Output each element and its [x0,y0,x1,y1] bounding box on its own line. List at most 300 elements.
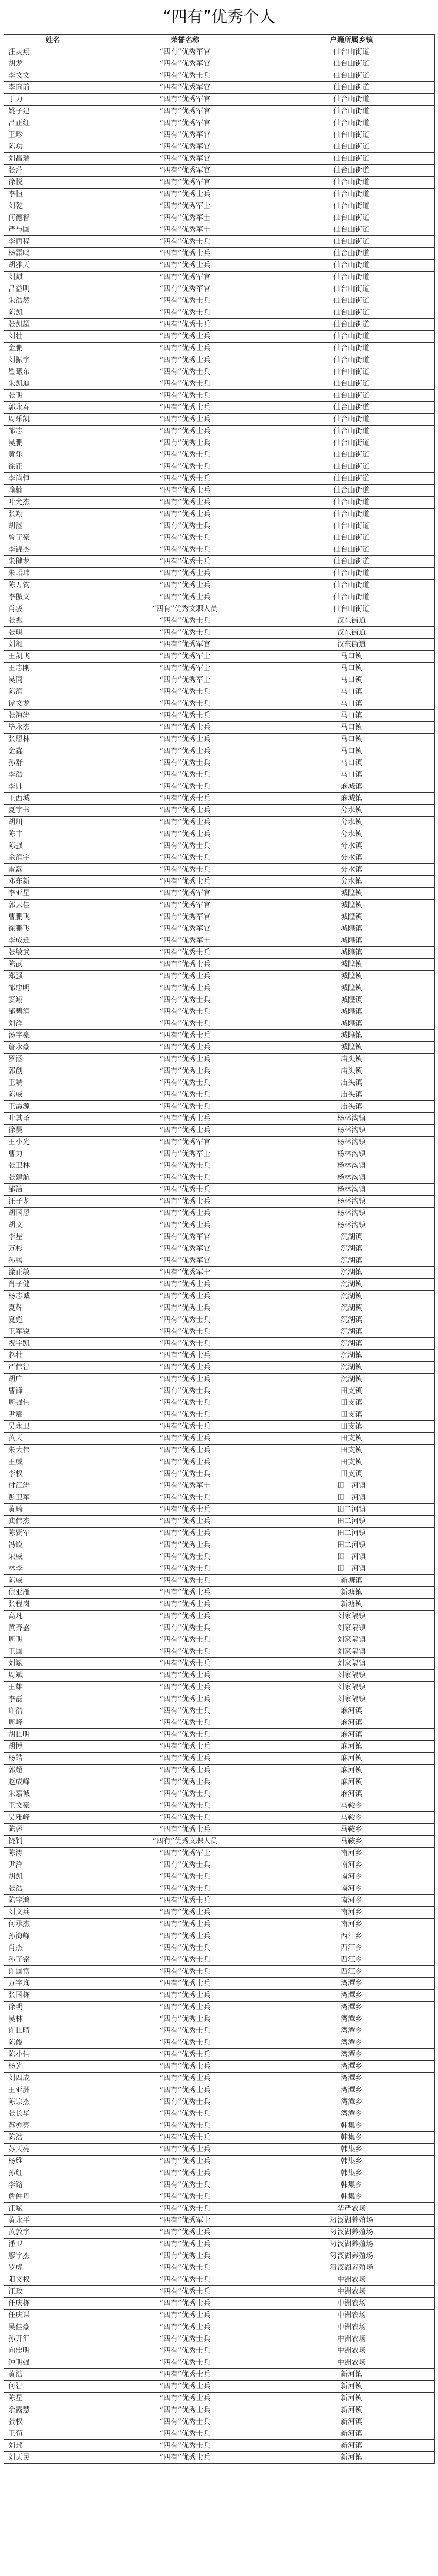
person-name: 刘壮 [4,331,102,343]
table-row [4,2357,435,2369]
person-name: 林李 [4,1563,102,1575]
person-name: 郭云佳 [4,900,102,911]
person-name: 吴鹏 [4,437,102,449]
township: 刘家隔镇 [268,1611,435,1622]
person-name: 陈彪 [4,1824,102,1836]
table-row [4,1030,435,1042]
person-name: 严与国 [4,224,102,236]
person-name: 朱昭玮 [4,568,102,580]
township: 马鞍乡 [268,1836,435,1848]
township: 杨林沟镇 [268,1113,435,1125]
table-row [4,2096,435,2108]
township: 沉湖镇 [268,1279,435,1291]
person-name: 吴同 [4,674,102,686]
township: 杨林沟镇 [268,1219,435,1231]
honor-title: “四有”优秀士兵 [102,840,268,852]
table-row [4,1919,435,1930]
person-name: 杨雷鸣 [4,248,102,260]
township: 韩集乡 [268,2191,435,2203]
township: 城隍镇 [268,971,435,982]
township: 仙台山街道 [268,177,435,189]
honor-title: “四有”优秀士兵 [102,414,268,426]
honor-title: “四有”优秀士兵 [102,1966,268,1978]
table-row [4,1776,435,1788]
person-name: 涂正敏 [4,1267,102,1279]
township: 南河乡 [268,1907,435,1919]
table-row [4,1065,435,1077]
township: 西江乡 [268,1930,435,1942]
table-row [4,2084,435,2096]
honor-title: “四有”优秀士兵 [102,568,268,580]
honor-title: “四有”优秀军官 [102,1255,268,1267]
township: 庙头镇 [268,1054,435,1065]
table-row [4,2452,435,2464]
township: 沉湖镇 [268,1243,435,1255]
township: 田二河镇 [268,1492,435,1504]
table-row [4,1930,435,1942]
table-row [4,1243,435,1255]
honor-title: “四有”优秀士兵 [102,615,268,627]
township: 南河乡 [268,1871,435,1883]
table-row [4,1753,435,1765]
table-row [4,1705,435,1717]
honor-title: “四有”优秀士兵 [102,769,268,781]
table-row [4,1480,435,1492]
township: 沉湖镇 [268,1291,435,1302]
person-name: 李磊 [4,1693,102,1705]
township: 中洲农场 [268,2357,435,2369]
honor-title: “四有”优秀士兵 [102,1433,268,1445]
honor-title: “四有”优秀士兵 [102,1054,268,1065]
table-row [4,947,435,959]
honor-title: “四有”优秀军士 [102,200,268,212]
honor-title: “四有”优秀士兵 [102,2120,268,2132]
table-row [4,343,435,354]
township: 仙台山街道 [268,212,435,224]
honor-title: “四有”优秀士兵 [102,532,268,544]
table-row [4,2215,435,2227]
honor-title: “四有”优秀军官 [102,900,268,911]
honor-title: “四有”优秀士兵 [102,1362,268,1374]
person-name: 刘乾 [4,200,102,212]
township: 田二河镇 [268,1551,435,1563]
table-row [4,793,435,805]
township: 马口镇 [268,686,435,698]
honor-title: “四有”优秀军官 [102,283,268,295]
township: 马口镇 [268,674,435,686]
person-name: 王志刚 [4,663,102,674]
table-row [4,449,435,461]
honor-title: “四有”优秀士兵 [102,1788,268,1800]
honor-title: “四有”优秀士兵 [102,1646,268,1658]
person-name: 胡龙 [4,58,102,70]
honor-title: “四有”优秀士兵 [102,449,268,461]
honor-title: “四有”优秀士兵 [102,2440,268,2452]
person-name: 陈润 [4,686,102,698]
township: 湾潭乡 [268,2049,435,2061]
table-row [4,2013,435,2025]
person-name: 张翔 [4,509,102,520]
table-row [4,1267,435,1279]
township: 中洲农场 [268,2333,435,2345]
township: 仙台山街道 [268,437,435,449]
table-row [4,1397,435,1409]
person-name: 黄齐盛 [4,1622,102,1634]
person-name: 毕永杰 [4,722,102,734]
honor-title: “四有”优秀军官 [102,106,268,117]
person-name: 杨光 [4,2061,102,2073]
honor-title: “四有”优秀士兵 [102,1374,268,1385]
township: 新河镇 [268,2416,435,2428]
honor-title: “四有”优秀军官 [102,58,268,70]
table-row [4,497,435,509]
honor-title: “四有”优秀士兵 [102,295,268,307]
honor-title: “四有”优秀军士 [102,1148,268,1160]
table-row [4,1729,435,1741]
table-row [4,1385,435,1397]
township: 仙台山街道 [268,319,435,331]
honor-title: “四有”优秀士兵 [102,70,268,82]
table-row [4,141,435,153]
person-name: 余润宇 [4,852,102,864]
table-row [4,722,435,734]
person-name: 谭文龙 [4,698,102,710]
table-row [4,366,435,378]
township: 杨林沟镇 [268,1196,435,1208]
township: 城隍镇 [268,1042,435,1054]
person-name: 肖子健 [4,1279,102,1291]
honor-title: “四有”优秀士兵 [102,876,268,888]
honor-title: “四有”优秀士兵 [102,1089,268,1101]
person-name: 邓东新 [4,876,102,888]
honor-title: “四有”优秀士兵 [102,1065,268,1077]
honor-title: “四有”优秀士兵 [102,686,268,698]
table-row [4,2227,435,2239]
township: 湾潭乡 [268,2061,435,2073]
township: 新塘镇 [268,1587,435,1599]
township: 湾潭乡 [268,1978,435,1990]
honor-title: “四有”优秀军士 [102,212,268,224]
person-name: 夏宇书 [4,805,102,817]
honor-title: “四有”优秀士兵 [102,2049,268,2061]
person-name: 周明 [4,1634,102,1646]
township: 仙台山街道 [268,94,435,106]
township: 新河镇 [268,2404,435,2416]
honor-title: “四有”优秀士兵 [102,1421,268,1433]
table-row [4,46,435,58]
honor-title: “四有”优秀军官 [102,94,268,106]
honor-title: “四有”优秀士兵 [102,2357,268,2369]
honor-title: “四有”优秀士兵 [102,722,268,734]
honor-title: “四有”优秀士兵 [102,485,268,497]
honor-title: “四有”优秀士兵 [102,757,268,769]
honor-title: “四有”优秀士兵 [102,994,268,1006]
table-row [4,580,435,591]
person-name: 詹仲丹 [4,2191,102,2203]
township: 仙台山街道 [268,307,435,319]
table-row [4,828,435,840]
person-name: 吴佳豪 [4,2321,102,2333]
table-row [4,2250,435,2262]
honor-title: “四有”优秀士兵 [102,1279,268,1291]
table-row [4,236,435,248]
township: 仙台山街道 [268,165,435,177]
table-row [4,1326,435,1338]
honor-title: “四有”优秀士兵 [102,2286,268,2298]
honor-title: “四有”优秀士兵 [102,2321,268,2333]
honor-title: “四有”优秀士兵 [102,1018,268,1030]
table-row [4,2179,435,2191]
township: 田二河镇 [268,1516,435,1528]
table-row [4,1942,435,1954]
honor-title: “四有”优秀士兵 [102,189,268,200]
township: 仙台山街道 [268,544,435,556]
honor-title: “四有”优秀士兵 [102,1528,268,1539]
honor-title: “四有”优秀士兵 [102,331,268,343]
person-name: 孙舒 [4,757,102,769]
person-name: 邹碧润 [4,1006,102,1018]
table-body [4,46,435,2464]
person-name: 钟明强 [4,2357,102,2369]
township: 沉湖镇 [268,1350,435,1362]
honor-title: “四有”优秀士兵 [102,2298,268,2310]
township: 田二河镇 [268,1539,435,1551]
township: 中洲农场 [268,2310,435,2321]
person-name: 杨维 [4,2156,102,2167]
person-name: 夏彪 [4,1314,102,1326]
township: 沉湖镇 [268,1374,435,1385]
township: 南河乡 [268,1883,435,1895]
table-row [4,2262,435,2274]
table-row [4,686,435,698]
honor-title: “四有”优秀士兵 [102,2333,268,2345]
township: 中洲农场 [268,2274,435,2286]
honor-title: “四有”优秀士兵 [102,520,268,532]
township: 分水镇 [268,828,435,840]
person-name: 苏天亮 [4,2144,102,2156]
person-name: 胡国恩 [4,1208,102,1219]
table-row [4,1717,435,1729]
township: 城隍镇 [268,994,435,1006]
township: 中洲农场 [268,2321,435,2333]
table-row [4,1954,435,1966]
table-row [4,745,435,757]
person-name: 张琪 [4,627,102,639]
table-row [4,1563,435,1575]
honor-title: “四有”优秀文职人员 [102,603,268,615]
person-name: 朱健龙 [4,556,102,568]
table-row [4,1670,435,1682]
person-name: 刘洋 [4,1018,102,1030]
person-name: 陈贤军 [4,1528,102,1539]
table-row [4,58,435,70]
table-row [4,485,435,497]
honor-title: “四有”优秀军官 [102,911,268,923]
person-name: 吕正红 [4,117,102,129]
township: 杨林沟镇 [268,1160,435,1172]
table-row [4,2239,435,2250]
table-row [4,757,435,769]
township: 西江乡 [268,1942,435,1954]
person-name: 王亚洲 [4,2084,102,2096]
table-row [4,1054,435,1065]
table-row [4,1883,435,1895]
table-row [4,556,435,568]
township: 仙台山街道 [268,260,435,272]
table-row [4,1125,435,1137]
honor-title: “四有”优秀士兵 [102,1682,268,1693]
table-row [4,710,435,722]
table-row [4,2156,435,2167]
person-name: 朱凯迪 [4,378,102,390]
person-name: 王西城 [4,793,102,805]
township: 麻河镇 [268,1705,435,1717]
person-name: 李再程 [4,236,102,248]
honor-title: “四有”优秀士兵 [102,1930,268,1942]
township: 汈汊湖养殖场 [268,2262,435,2274]
honor-title: “四有”优秀士兵 [102,1006,268,1018]
person-name: 向忠明 [4,2345,102,2357]
honor-title: “四有”优秀士兵 [102,2416,268,2428]
township: 西江乡 [268,1954,435,1966]
honor-title: “四有”优秀士兵 [102,1196,268,1208]
table-row [4,1682,435,1693]
township: 分水镇 [268,840,435,852]
township: 仙台山街道 [268,354,435,366]
township: 刘家隔镇 [268,1682,435,1693]
honor-title: “四有”优秀士兵 [102,1658,268,1670]
honor-title: “四有”优秀士兵 [102,2025,268,2037]
person-name: 王珍 [4,129,102,141]
township: 仙台山街道 [268,473,435,485]
township: 新河镇 [268,2428,435,2440]
table-row [4,1587,435,1599]
table-row [4,2321,435,2333]
township: 沉湖镇 [268,1338,435,1350]
person-name: 黄浩 [4,2369,102,2381]
township: 仙台山街道 [268,426,435,437]
person-name: 孙腾 [4,1255,102,1267]
table-row [4,1362,435,1374]
honor-title: “四有”优秀士兵 [102,2452,268,2464]
township: 新河镇 [268,2381,435,2393]
honor-title: “四有”优秀士兵 [102,1824,268,1836]
person-name: 孙开汇 [4,2333,102,2345]
township: 仙台山街道 [268,390,435,402]
table-row [4,994,435,1006]
person-name: 张卫林 [4,1160,102,1172]
person-name: 汪子龙 [4,1196,102,1208]
honor-title: “四有”优秀士兵 [102,378,268,390]
honor-title: “四有”优秀士兵 [102,2404,268,2416]
township: 湾潭乡 [268,2073,435,2084]
township: 杨林沟镇 [268,1208,435,1219]
honor-title: “四有”优秀军官 [102,272,268,283]
township: 韩集乡 [268,2132,435,2144]
table-row [4,1279,435,1291]
township: 仙台山街道 [268,106,435,117]
person-name: 周强伟 [4,1397,102,1409]
table-row [4,615,435,627]
person-name: 李镕 [4,2179,102,2191]
honor-title: “四有”优秀文职人员 [102,1836,268,1848]
honor-title: “四有”优秀军士 [102,1267,268,1279]
township: 南河乡 [268,1895,435,1907]
honor-title: “四有”优秀士兵 [102,1954,268,1966]
township: 麻河镇 [268,1776,435,1788]
person-name: 高凡 [4,1611,102,1622]
township: 韩集乡 [268,2120,435,2132]
person-name: 何智 [4,2381,102,2393]
honor-title: “四有”优秀士兵 [102,2239,268,2250]
table-row [4,295,435,307]
table-row [4,591,435,603]
table-row [4,1338,435,1350]
honor-title: “四有”优秀士兵 [102,1113,268,1125]
person-name: 王霞源 [4,1101,102,1113]
table-row [4,1113,435,1125]
honor-title: “四有”优秀士兵 [102,817,268,828]
table-row [4,1848,435,1859]
person-name: 陈功 [4,141,102,153]
township: 麻河镇 [268,1741,435,1753]
person-name: 朱嘉诚 [4,1788,102,1800]
table-row [4,509,435,520]
township: 马口镇 [268,698,435,710]
table-row [4,1800,435,1812]
person-name: 任庆谋 [4,2310,102,2321]
township: 刘家隔镇 [268,1693,435,1705]
honor-title: “四有”优秀军官 [102,153,268,165]
township: 湾潭乡 [268,2013,435,2025]
honor-title: “四有”优秀士兵 [102,307,268,319]
honor-title: “四有”优秀士兵 [102,2369,268,2381]
person-name: 徐鹏飞 [4,923,102,935]
table-row [4,1468,435,1480]
honor-title: “四有”优秀士兵 [102,2310,268,2321]
table-row [4,2369,435,2381]
honor-title: “四有”优秀士兵 [102,2250,268,2262]
person-name: 孙红 [4,2167,102,2179]
table-row [4,817,435,828]
honor-title: “四有”优秀士兵 [102,1729,268,1741]
person-name: 陈凯 [4,307,102,319]
header-name: 姓名 [4,35,102,46]
township: 仙台山街道 [268,603,435,615]
table-row [4,627,435,639]
township: 沉湖镇 [268,1314,435,1326]
honor-title: “四有”优秀士兵 [102,509,268,520]
township: 田支镇 [268,1445,435,1456]
township: 麻河镇 [268,1753,435,1765]
township: 沉湖镇 [268,1362,435,1374]
table-row [4,2440,435,2452]
table-row [4,1196,435,1208]
honor-title: “四有”优秀士兵 [102,864,268,876]
honor-title: “四有”优秀士兵 [102,2132,268,2144]
person-name: 邹志 [4,426,102,437]
township: 马口镇 [268,722,435,734]
person-name: 阳义权 [4,2274,102,2286]
honor-title: “四有”优秀士兵 [102,2428,268,2440]
township: 仙台山街道 [268,283,435,295]
honor-title: “四有”优秀士兵 [102,319,268,331]
table-row [4,437,435,449]
honor-title: “四有”优秀军官 [102,1243,268,1255]
township: 田二河镇 [268,1480,435,1492]
table-row [4,1551,435,1563]
township: 分水镇 [268,805,435,817]
